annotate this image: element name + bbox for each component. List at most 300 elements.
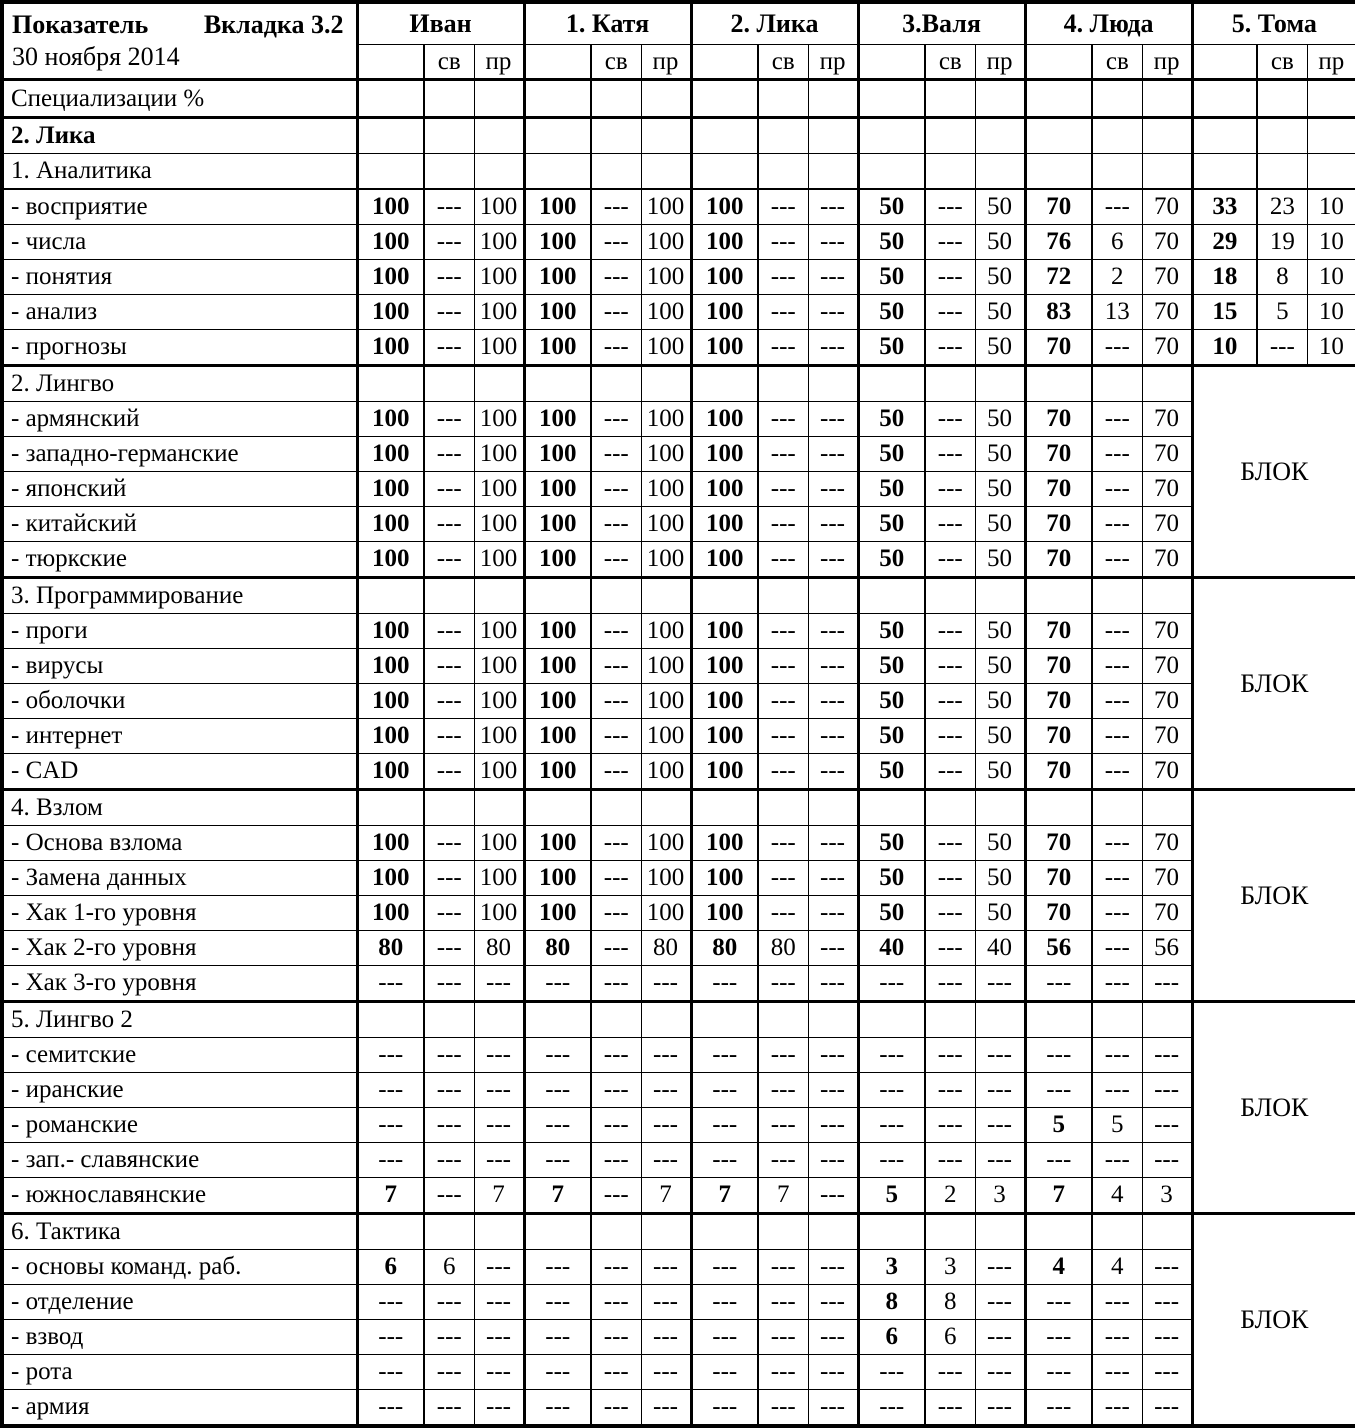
- value-cell: 100: [691, 719, 758, 754]
- value-cell: ---: [758, 861, 808, 896]
- value-cell: [808, 154, 858, 190]
- value-cell: ---: [357, 1390, 424, 1427]
- value-cell: 50: [975, 402, 1025, 437]
- value-cell: ---: [808, 542, 858, 578]
- row-label: - Хак 2-го уровня: [2, 931, 357, 966]
- row-label: - Хак 3-го уровня: [2, 966, 357, 1002]
- value-cell: 4: [1025, 1250, 1092, 1285]
- value-cell: ---: [758, 437, 808, 472]
- value-cell: [808, 1214, 858, 1250]
- value-cell: 72: [1025, 260, 1092, 295]
- value-cell: ---: [975, 1108, 1025, 1143]
- value-cell: [641, 1214, 691, 1250]
- value-cell: [641, 154, 691, 190]
- table-row: [2, 614, 1355, 649]
- value-cell: ---: [1092, 826, 1142, 861]
- value-cell: ---: [758, 542, 808, 578]
- value-cell: [1142, 1002, 1192, 1038]
- value-cell: 5: [1092, 1108, 1142, 1143]
- value-cell: 100: [524, 330, 591, 366]
- row-label: - японский: [2, 472, 357, 507]
- value-cell: ---: [591, 330, 641, 366]
- value-cell: [474, 1214, 524, 1250]
- value-cell: [424, 366, 474, 402]
- value-cell: ---: [975, 1285, 1025, 1320]
- value-cell: ---: [1092, 437, 1142, 472]
- value-cell: ---: [925, 330, 975, 366]
- value-cell: 56: [1025, 931, 1092, 966]
- value-cell: ---: [808, 966, 858, 1002]
- value-cell: 50: [858, 295, 925, 330]
- value-cell: 2: [925, 1178, 975, 1214]
- value-cell: 23: [1257, 189, 1307, 225]
- value-cell: ---: [758, 1073, 808, 1108]
- value-cell: 50: [975, 649, 1025, 684]
- value-cell: 100: [357, 542, 424, 578]
- value-cell: 100: [641, 260, 691, 295]
- value-cell: 50: [975, 189, 1025, 225]
- value-cell: 100: [357, 614, 424, 649]
- value-cell: 70: [1025, 614, 1092, 649]
- value-cell: ---: [641, 1355, 691, 1390]
- value-cell: ---: [975, 1390, 1025, 1427]
- value-cell: 7: [641, 1178, 691, 1214]
- value-cell: 100: [474, 684, 524, 719]
- value-cell: ---: [1142, 1143, 1192, 1178]
- value-cell: [925, 1214, 975, 1250]
- value-cell: 70: [1025, 684, 1092, 719]
- value-cell: ---: [808, 649, 858, 684]
- value-cell: ---: [474, 966, 524, 1002]
- value-cell: ---: [975, 1143, 1025, 1178]
- value-cell: [1192, 80, 1257, 118]
- value-cell: [424, 1002, 474, 1038]
- value-cell: ---: [1025, 1285, 1092, 1320]
- value-cell: 100: [474, 861, 524, 896]
- value-cell: ---: [808, 1178, 858, 1214]
- value-cell: ---: [808, 1108, 858, 1143]
- value-cell: ---: [758, 472, 808, 507]
- value-cell: ---: [424, 1355, 474, 1390]
- value-cell: 100: [641, 896, 691, 931]
- value-cell: ---: [808, 1390, 858, 1427]
- value-cell: [808, 578, 858, 614]
- value-cell: [524, 118, 591, 154]
- value-cell: ---: [758, 896, 808, 931]
- value-cell: ---: [1092, 542, 1142, 578]
- value-cell: 50: [975, 719, 1025, 754]
- value-cell: 100: [474, 472, 524, 507]
- value-cell: ---: [925, 684, 975, 719]
- value-cell: [1142, 154, 1192, 190]
- value-cell: [591, 790, 641, 826]
- value-cell: ---: [591, 507, 641, 542]
- value-cell: 70: [1025, 896, 1092, 931]
- value-cell: ---: [975, 1038, 1025, 1073]
- section-header-row: [2, 366, 1355, 402]
- value-cell: [1142, 578, 1192, 614]
- value-cell: ---: [641, 1390, 691, 1427]
- value-cell: ---: [758, 1320, 808, 1355]
- value-cell: 70: [1142, 330, 1192, 366]
- value-cell: ---: [424, 649, 474, 684]
- value-cell: ---: [808, 614, 858, 649]
- value-cell: 100: [524, 684, 591, 719]
- value-cell: ---: [1025, 1073, 1092, 1108]
- value-cell: 100: [357, 719, 424, 754]
- value-cell: [474, 1002, 524, 1038]
- value-cell: 50: [975, 472, 1025, 507]
- value-cell: ---: [591, 1285, 641, 1320]
- value-cell: 100: [524, 861, 591, 896]
- value-cell: ---: [424, 1390, 474, 1427]
- row-label: 3. Программирование: [2, 578, 357, 614]
- value-cell: ---: [758, 1390, 808, 1427]
- value-cell: [1092, 1002, 1142, 1038]
- value-cell: ---: [474, 1285, 524, 1320]
- value-cell: [1025, 790, 1092, 826]
- value-cell: ---: [424, 1073, 474, 1108]
- col-subheader: [1192, 45, 1257, 80]
- value-cell: [1307, 80, 1355, 118]
- value-cell: [424, 578, 474, 614]
- value-cell: ---: [691, 966, 758, 1002]
- value-cell: ---: [808, 402, 858, 437]
- value-cell: 50: [858, 861, 925, 896]
- value-cell: ---: [524, 1320, 591, 1355]
- value-cell: 100: [524, 896, 591, 931]
- value-cell: [975, 790, 1025, 826]
- table-row: [2, 1320, 1355, 1355]
- value-cell: ---: [1025, 1320, 1092, 1355]
- value-cell: ---: [591, 826, 641, 861]
- value-cell: ---: [591, 966, 641, 1002]
- value-cell: [641, 1002, 691, 1038]
- value-cell: ---: [424, 1143, 474, 1178]
- value-cell: ---: [925, 649, 975, 684]
- report-tab: Вкладка 3.2: [203, 9, 344, 39]
- value-cell: [591, 578, 641, 614]
- value-cell: ---: [641, 1038, 691, 1073]
- value-cell: [858, 366, 925, 402]
- value-cell: [691, 154, 758, 190]
- value-cell: 100: [691, 402, 758, 437]
- col-subheader: [1025, 45, 1092, 80]
- value-cell: ---: [357, 1073, 424, 1108]
- value-cell: ---: [858, 1390, 925, 1427]
- value-cell: 50: [858, 826, 925, 861]
- value-cell: ---: [591, 861, 641, 896]
- value-cell: ---: [424, 861, 474, 896]
- value-cell: 6: [858, 1320, 925, 1355]
- value-cell: 5: [1257, 295, 1307, 330]
- value-cell: [858, 578, 925, 614]
- value-cell: 100: [691, 330, 758, 366]
- value-cell: 100: [357, 507, 424, 542]
- value-cell: 3: [925, 1250, 975, 1285]
- value-cell: ---: [758, 684, 808, 719]
- value-cell: 50: [975, 826, 1025, 861]
- value-cell: 50: [858, 719, 925, 754]
- value-cell: ---: [925, 260, 975, 295]
- col-subheader: пр: [975, 45, 1025, 80]
- value-cell: 50: [858, 330, 925, 366]
- value-cell: 5: [1025, 1108, 1092, 1143]
- col-subheader: пр: [1307, 45, 1355, 80]
- value-cell: 100: [357, 861, 424, 896]
- value-cell: [975, 1214, 1025, 1250]
- value-cell: ---: [758, 402, 808, 437]
- value-cell: ---: [1092, 402, 1142, 437]
- value-cell: [1307, 118, 1355, 154]
- row-label: - китайский: [2, 507, 357, 542]
- row-label: - Замена данных: [2, 861, 357, 896]
- value-cell: 100: [641, 754, 691, 790]
- value-cell: ---: [357, 1143, 424, 1178]
- value-cell: ---: [975, 1355, 1025, 1390]
- table-row: [2, 1108, 1355, 1143]
- value-cell: ---: [424, 719, 474, 754]
- value-cell: 50: [858, 684, 925, 719]
- value-cell: ---: [691, 1285, 758, 1320]
- value-cell: [641, 80, 691, 118]
- value-cell: ---: [474, 1355, 524, 1390]
- value-cell: ---: [424, 1178, 474, 1214]
- table-row: [2, 1355, 1355, 1390]
- value-cell: ---: [1092, 1355, 1142, 1390]
- value-cell: 7: [524, 1178, 591, 1214]
- value-cell: 50: [858, 437, 925, 472]
- row-label: - Основа взлома: [2, 826, 357, 861]
- value-cell: 70: [1025, 472, 1092, 507]
- value-cell: 100: [524, 472, 591, 507]
- value-cell: 80: [474, 931, 524, 966]
- col-subheader: [858, 45, 925, 80]
- value-cell: ---: [474, 1143, 524, 1178]
- value-cell: 6: [1092, 225, 1142, 260]
- value-cell: ---: [1025, 1390, 1092, 1427]
- value-cell: ---: [1142, 1355, 1192, 1390]
- value-cell: 100: [474, 614, 524, 649]
- value-cell: 100: [641, 719, 691, 754]
- row-label: - иранские: [2, 1073, 357, 1108]
- value-cell: ---: [925, 1038, 975, 1073]
- value-cell: ---: [758, 966, 808, 1002]
- value-cell: [1257, 118, 1307, 154]
- value-cell: [975, 578, 1025, 614]
- table-row: [2, 1178, 1355, 1214]
- value-cell: 100: [474, 260, 524, 295]
- value-cell: [758, 80, 808, 118]
- value-cell: 10: [1307, 295, 1355, 330]
- value-cell: ---: [1092, 507, 1142, 542]
- value-cell: 100: [524, 649, 591, 684]
- table-row: [2, 437, 1355, 472]
- value-cell: ---: [758, 1285, 808, 1320]
- section-header-row: [2, 1002, 1355, 1038]
- value-cell: 70: [1142, 614, 1192, 649]
- value-cell: 100: [357, 472, 424, 507]
- value-cell: 70: [1142, 472, 1192, 507]
- value-cell: 100: [641, 295, 691, 330]
- table-row: [2, 472, 1355, 507]
- value-cell: 100: [524, 225, 591, 260]
- value-cell: ---: [758, 225, 808, 260]
- table-row: [2, 542, 1355, 578]
- value-cell: 50: [858, 649, 925, 684]
- value-cell: ---: [1092, 472, 1142, 507]
- value-cell: ---: [975, 1320, 1025, 1355]
- value-cell: ---: [1092, 1320, 1142, 1355]
- value-cell: 100: [691, 472, 758, 507]
- value-cell: 70: [1142, 507, 1192, 542]
- table-row: [2, 826, 1355, 861]
- value-cell: [975, 80, 1025, 118]
- value-cell: [357, 118, 424, 154]
- value-cell: 50: [975, 507, 1025, 542]
- value-cell: ---: [758, 189, 808, 225]
- value-cell: ---: [424, 614, 474, 649]
- value-cell: 40: [975, 931, 1025, 966]
- value-cell: [1142, 118, 1192, 154]
- value-cell: [808, 1002, 858, 1038]
- value-cell: 7: [474, 1178, 524, 1214]
- value-cell: ---: [591, 295, 641, 330]
- value-cell: ---: [1142, 1285, 1192, 1320]
- blok-merged-cell: БЛОК: [1192, 1214, 1355, 1427]
- value-cell: ---: [1142, 1320, 1192, 1355]
- row-label: 5. Лингво 2: [2, 1002, 357, 1038]
- value-cell: [858, 790, 925, 826]
- value-cell: 100: [474, 649, 524, 684]
- value-cell: [1092, 790, 1142, 826]
- value-cell: [1142, 1214, 1192, 1250]
- value-cell: ---: [357, 1320, 424, 1355]
- value-cell: ---: [641, 1320, 691, 1355]
- row-label: 2. Лингво: [2, 366, 357, 402]
- table-row: [2, 189, 1355, 225]
- value-cell: ---: [591, 754, 641, 790]
- value-cell: 100: [691, 826, 758, 861]
- value-cell: ---: [1092, 719, 1142, 754]
- value-cell: ---: [925, 966, 975, 1002]
- row-label: Специализации %: [2, 80, 357, 118]
- value-cell: ---: [808, 931, 858, 966]
- value-cell: [641, 790, 691, 826]
- value-cell: ---: [357, 1355, 424, 1390]
- value-cell: 13: [1092, 295, 1142, 330]
- value-cell: [925, 118, 975, 154]
- value-cell: ---: [591, 437, 641, 472]
- value-cell: [975, 118, 1025, 154]
- table-row: [2, 330, 1355, 366]
- value-cell: 100: [524, 260, 591, 295]
- row-label: - понятия: [2, 260, 357, 295]
- value-cell: 70: [1142, 189, 1192, 225]
- value-cell: [1192, 154, 1257, 190]
- value-cell: 100: [474, 542, 524, 578]
- value-cell: ---: [591, 542, 641, 578]
- value-cell: ---: [1025, 966, 1092, 1002]
- value-cell: 70: [1025, 861, 1092, 896]
- value-cell: 70: [1025, 719, 1092, 754]
- value-cell: [758, 1002, 808, 1038]
- value-cell: 8: [925, 1285, 975, 1320]
- col-subheader: св: [1257, 45, 1307, 80]
- value-cell: ---: [758, 260, 808, 295]
- value-cell: [1142, 790, 1192, 826]
- col-header-person: 4. Люда: [1025, 2, 1192, 45]
- value-cell: 18: [1192, 260, 1257, 295]
- col-subheader: св: [424, 45, 474, 80]
- value-cell: ---: [474, 1390, 524, 1427]
- value-cell: 7: [1025, 1178, 1092, 1214]
- value-cell: 100: [641, 507, 691, 542]
- value-cell: 100: [357, 684, 424, 719]
- value-cell: ---: [424, 896, 474, 931]
- value-cell: [858, 1002, 925, 1038]
- value-cell: 70: [1025, 330, 1092, 366]
- value-cell: 100: [474, 896, 524, 931]
- value-cell: ---: [691, 1355, 758, 1390]
- row-label: - отделение: [2, 1285, 357, 1320]
- value-cell: [1257, 80, 1307, 118]
- value-cell: [691, 1214, 758, 1250]
- value-cell: ---: [591, 1355, 641, 1390]
- value-cell: 100: [641, 402, 691, 437]
- value-cell: 4: [1092, 1178, 1142, 1214]
- value-cell: ---: [758, 614, 808, 649]
- value-cell: ---: [474, 1250, 524, 1285]
- value-cell: ---: [591, 225, 641, 260]
- value-cell: 10: [1307, 189, 1355, 225]
- value-cell: 70: [1142, 719, 1192, 754]
- value-cell: 40: [858, 931, 925, 966]
- spec-row: [2, 80, 1355, 118]
- value-cell: 100: [691, 437, 758, 472]
- value-cell: 8: [858, 1285, 925, 1320]
- value-cell: ---: [357, 1108, 424, 1143]
- value-cell: ---: [1092, 1073, 1142, 1108]
- value-cell: ---: [808, 295, 858, 330]
- value-cell: [474, 790, 524, 826]
- value-cell: ---: [925, 295, 975, 330]
- col-header-person: 3.Валя: [858, 2, 1025, 45]
- table-row: [2, 896, 1355, 931]
- value-cell: ---: [808, 826, 858, 861]
- value-cell: ---: [424, 542, 474, 578]
- value-cell: ---: [691, 1250, 758, 1285]
- value-cell: ---: [1092, 1143, 1142, 1178]
- value-cell: [1192, 118, 1257, 154]
- value-cell: [524, 366, 591, 402]
- value-cell: ---: [758, 330, 808, 366]
- value-cell: 70: [1142, 754, 1192, 790]
- value-cell: 100: [474, 189, 524, 225]
- value-cell: 3: [858, 1250, 925, 1285]
- value-cell: 100: [524, 402, 591, 437]
- value-cell: 56: [1142, 931, 1192, 966]
- value-cell: [474, 118, 524, 154]
- value-cell: ---: [1092, 189, 1142, 225]
- row-label: - рота: [2, 1355, 357, 1390]
- value-cell: 80: [641, 931, 691, 966]
- value-cell: 50: [975, 614, 1025, 649]
- value-cell: ---: [925, 507, 975, 542]
- row-label: - семитские: [2, 1038, 357, 1073]
- value-cell: ---: [925, 931, 975, 966]
- value-cell: ---: [925, 437, 975, 472]
